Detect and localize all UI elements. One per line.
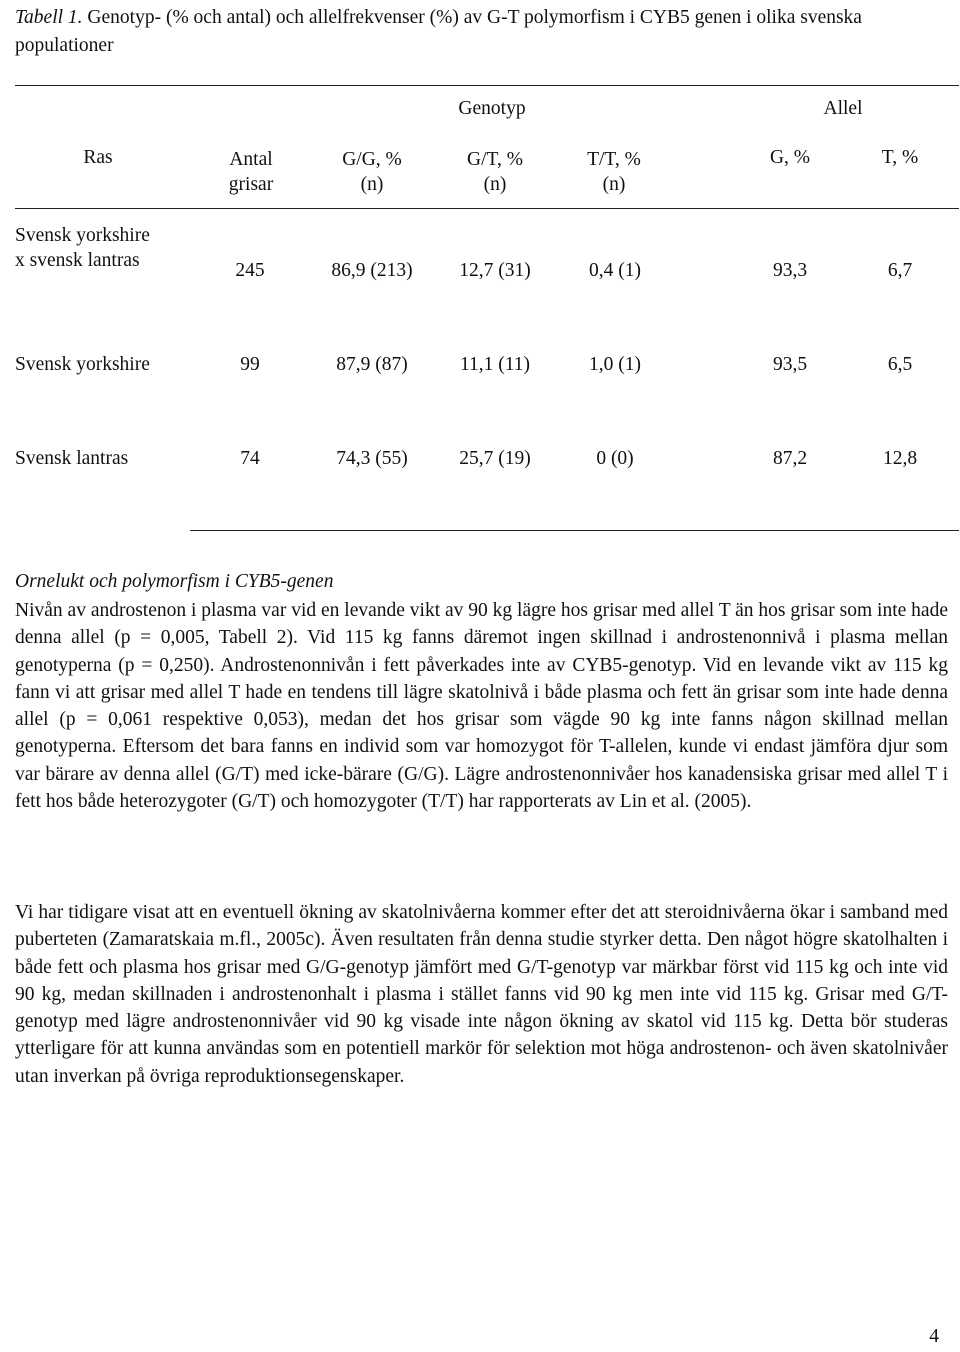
header-antal-line1: Antal [229,149,273,170]
caption-label: Tabell 1. [15,7,83,28]
table-row-3-t: 12,8 [882,448,918,469]
header-gt-line2: (n) [483,174,507,195]
header-t: T, % [881,147,919,168]
table-row-3-gt: 25,7 (19) [459,448,531,469]
header-gt [445,147,545,197]
table-top-rule [15,85,959,86]
table-row-3-g: 87,2 [772,448,808,469]
body-paragraph-2: Vi har tidigare visat att en eventuell ökning av skatolnivåerna kommer efter det att steroidnivåerna ökar i samband med puberteten (Zamaratskaia m.fl., 2005c). Även resultaten från denna studie styrker detta. Den något högre skatolhalten i både fett och plasma hos grisar med G/G-genotyp jämfört med G/T-genotyp var märkbar först vid 115 kg och inte vid 90 kg, medan skillnaden i androstenonhalt i plasma i stället fanns vid 90 kg men inte vid 115 kg. Grisar med G/T-genotyp med lägre androstenonnivåer vid 90 kg visade inte någon ökning av skatol vid 115 kg. Detta bör studeras ytterligare för att kunna användas som en potentiell markör för selektion mot höga androstenon- och även skatolnivåer utan inverkan på övriga reproduktionsegenskaper. [15,902,948,1087]
table-row-1-tt: 0,4 (1) [589,260,641,281]
header-gg-line2: (n) [360,174,384,195]
header-ras: Ras [83,147,113,168]
table-bottom-rule [190,530,959,531]
table-row-2-t: 6,5 [887,354,913,375]
table-row-2-gg: 87,9 (87) [336,354,408,375]
header-tt-line2: (n) [602,174,626,195]
group-header-genotyp: Genotyp [458,98,526,119]
table-row-1-ras [15,223,150,273]
table-row-1-gg: 86,9 (213) [331,260,413,281]
table-row-2-ras: Svensk yorkshire [15,354,150,375]
table-row-2-gt: 11,1 (11) [459,354,531,375]
header-gt-line1: G/T, % [467,149,523,170]
body-paragraph-1: Nivån av androstenon i plasma var vid en levande vikt av 90 kg lägre hos grisar med allel T än hos grisar som inte hade denna allel (p = 0,005, Tabell 2). Vid 115 kg fanns däremot ingen skillnad i androstenonnivå i plasma mellan genotyperna (p = 0,250). Androstenonnivån i fett påverkades inte av CYB5-genotyp. Vid en levande vikt av 115 kg fann vi att grisar med allel T hade en tendens till lägre skatolnivå i både plasma och fett än grisar som inte hade denna allel (p = 0,061 respektive 0,053), medan det hos grisar som vägde 90 kg inte fanns någon skillnad mellan genotyperna. Eftersom det bara fanns en individ som var homozygot för T-allelen, kunde vi endast jämföra djur som var bärare av denna allel (G/T) med icke-bärare (G/G). Lägre androstenonnivåer hos kanadensiska grisar med allel T i fett hos både heterozygoter (G/T) och homozygoter (T/T) har rapporterats av Lin et al. (2005). [15,600,948,813]
table-row-1-t: 6,7 [887,260,913,281]
row-1-ras-line2: x svensk lantras [15,250,140,271]
header-tt-line1: T/T, % [587,149,641,170]
table-row-3-tt: 0 (0) [596,448,634,469]
table-row-1-gt: 12,7 (31) [459,260,531,281]
caption-text: Genotyp- (% och antal) och allelfrekvenser (%) av G-T polymorfism i CYB5 genen i olika svenska populationer [15,7,862,56]
section-heading: Ornelukt och polymorfism i CYB5-genen [15,571,334,592]
header-antal [210,147,292,197]
table-row-3-gg: 74,3 (55) [336,448,408,469]
header-antal-line2: grisar [228,174,274,195]
page-number: 4 [929,1326,939,1347]
table-row-2-tt: 1,0 (1) [589,354,641,375]
table-row-1-antal: 245 [235,260,265,281]
table-caption [15,4,950,60]
table-row-2-g: 93,5 [772,354,808,375]
group-header-allel: Allel [823,98,863,119]
header-g: G, % [769,147,811,168]
header-gg-line1: G/G, % [342,149,402,170]
row-1-ras-line1: Svensk yorkshire [15,225,150,246]
table-row-1-g: 93,3 [772,260,808,281]
table-row-2-antal: 99 [240,354,260,375]
table-header-rule [15,208,959,209]
table-row-3-ras: Svensk lantras [15,448,129,469]
header-gg [322,147,422,197]
header-tt [564,147,664,197]
table-row-3-antal: 74 [240,448,260,469]
